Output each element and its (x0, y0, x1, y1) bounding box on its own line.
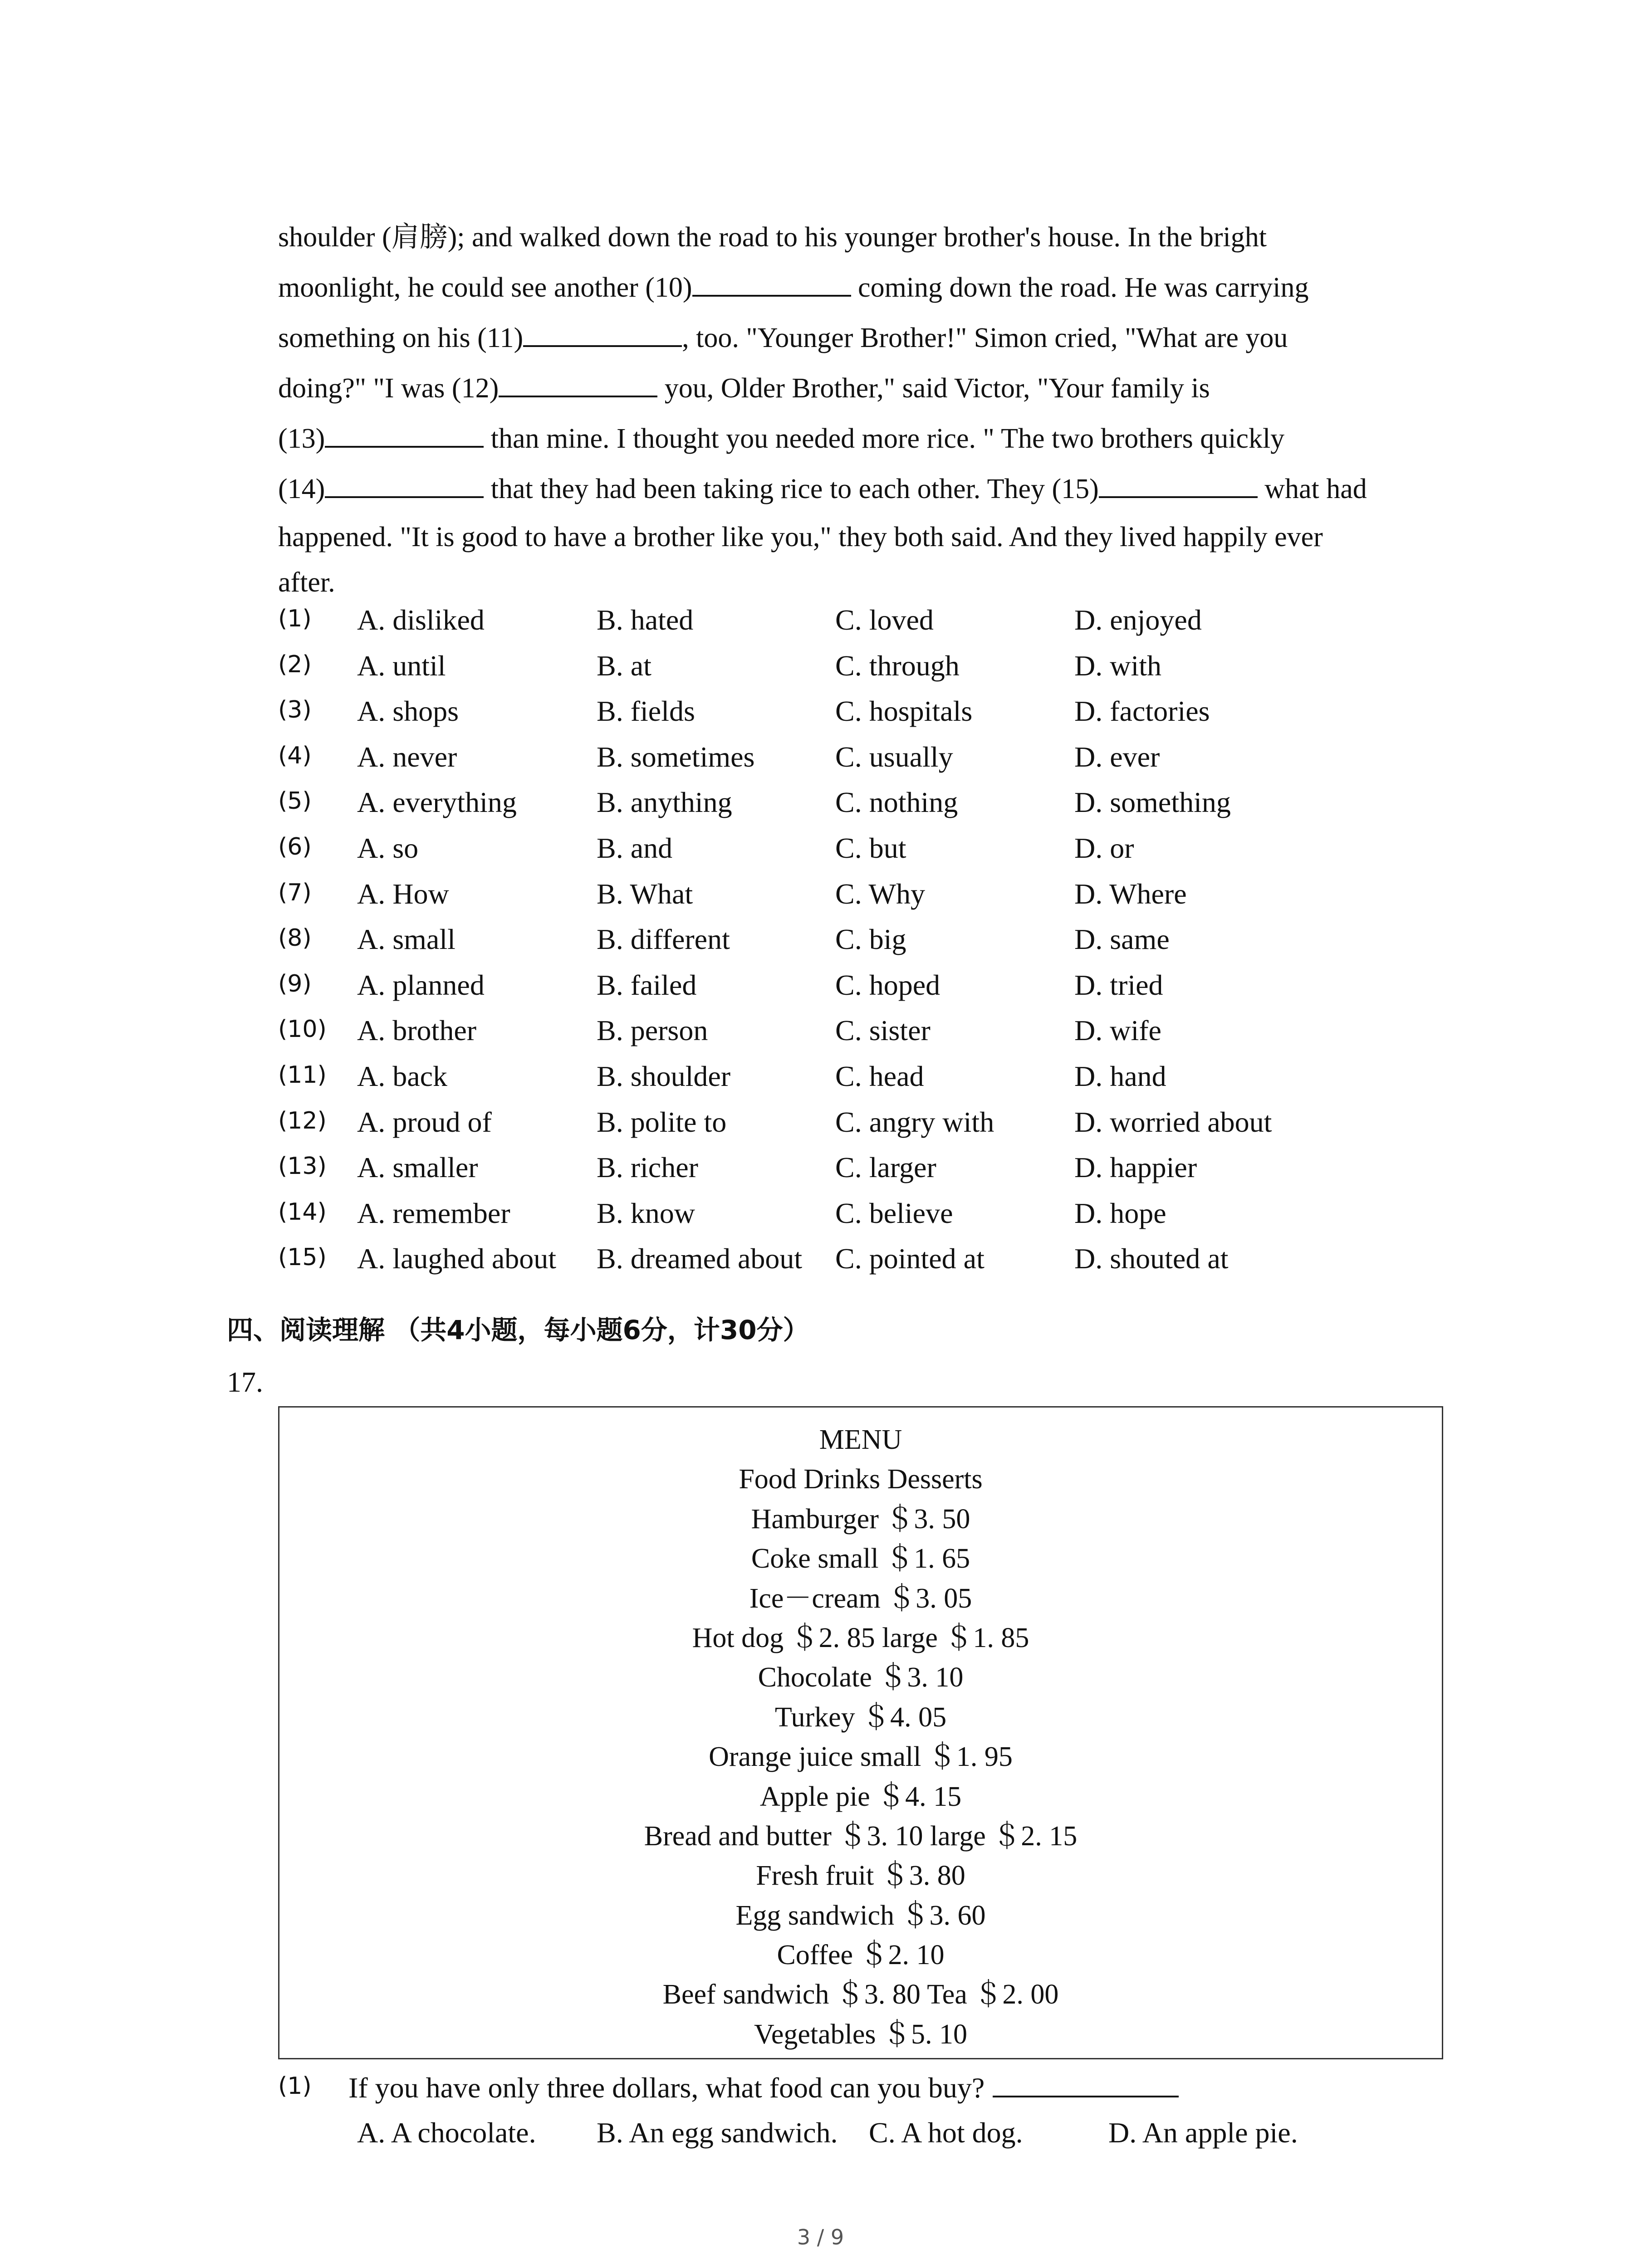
passage-line: (13) than mine. I thought you needed more rice. " The two brothers quickly (278, 423, 1285, 454)
menu-line: Bread and butter ＄3. 10 large ＄2. 15 (644, 1820, 1078, 1852)
menu-line: Chocolate ＄3. 10 (758, 1662, 964, 1693)
option-number: (1) (278, 605, 312, 632)
passage-line: shoulder (肩膀); and walked down the road to his younger brother's house. In the bright (278, 222, 1267, 253)
option-d: D. Where (1074, 877, 1187, 910)
option-b: B. different (597, 923, 730, 956)
option-number: (12) (278, 1107, 327, 1134)
answer-blank (523, 322, 682, 347)
menu-line: Food Drinks Desserts (739, 1464, 983, 1495)
option-d: D. happier (1074, 1151, 1197, 1184)
menu-line: Fresh fruit ＄3. 80 (756, 1860, 965, 1892)
option-a: A. smaller (357, 1151, 478, 1184)
option-c: C. hospitals (835, 695, 973, 728)
page-number: 3 / 9 (797, 2225, 844, 2249)
option-c: C. sister (835, 1014, 931, 1047)
option-d: D. worried about (1074, 1105, 1272, 1138)
question-number: 17. (227, 1366, 263, 1398)
option-c: C. believe (835, 1197, 953, 1229)
option-a: A. brother (357, 1014, 477, 1047)
question-item-number: (1) (278, 2072, 312, 2100)
option-b: B. sometimes (597, 740, 755, 773)
passage-line: moonlight, he could see another (10) coming down the road. He was carrying (278, 272, 1309, 303)
answer-blank (325, 473, 484, 498)
cloze-passage (278, 212, 1449, 605)
cloze-options (278, 603, 1503, 1288)
menu-line: Coke small ＄1. 65 (751, 1543, 970, 1574)
option-a: A. shops (357, 695, 459, 728)
option-row (278, 923, 1503, 968)
menu-line: Apple pie ＄4. 15 (759, 1781, 962, 1812)
option-b: B. and (597, 831, 673, 864)
option-d: D. tried (1074, 968, 1163, 1001)
menu-line: Hot dog ＄2. 85 large ＄1. 85 (692, 1622, 1029, 1653)
option-a: A. A chocolate. (357, 2116, 536, 2149)
option-c: C. hoped (835, 968, 941, 1001)
option-number: (10) (278, 1016, 327, 1043)
menu-line: Orange juice small ＄1. 95 (709, 1741, 1013, 1773)
option-b: B. hated (597, 604, 694, 636)
menu-line: Vegetables ＄5. 10 (754, 2019, 968, 2050)
menu-line: Egg sandwich ＄3. 60 (735, 1900, 986, 1931)
option-row (278, 694, 1503, 740)
option-c: C. angry with (835, 1105, 994, 1138)
option-b: B. richer (597, 1151, 698, 1184)
menu-box (278, 1406, 1443, 2059)
option-b: B. fields (597, 695, 695, 728)
option-c: C. but (835, 831, 906, 864)
option-d: D. same (1074, 923, 1170, 956)
option-a: A. disliked (357, 604, 485, 636)
option-c: C. larger (835, 1151, 936, 1184)
passage-line: something on his (11) , too. "Younger Brother!" Simon cried, "What are you (278, 323, 1288, 353)
option-row (278, 877, 1503, 923)
option-b: B. dreamed about (597, 1242, 803, 1275)
option-a: A. laughed about (357, 1242, 556, 1275)
answer-blank (993, 2071, 1179, 2097)
option-number: (9) (278, 970, 312, 997)
answer-blank (692, 271, 851, 297)
option-d: D. something (1074, 786, 1231, 819)
option-c: C. pointed at (835, 1242, 985, 1275)
option-c: C. loved (835, 604, 934, 636)
option-number: (13) (278, 1153, 327, 1180)
option-row (278, 786, 1503, 831)
option-d: D. enjoyed (1074, 604, 1202, 636)
menu-line: Ice－cream ＄3. 05 (749, 1583, 972, 1614)
option-d: D. hand (1074, 1060, 1166, 1092)
answer-blank (499, 372, 657, 397)
option-d: D. hope (1074, 1197, 1166, 1229)
answer-blank (1099, 473, 1258, 498)
option-b: B. person (597, 1014, 708, 1047)
option-b: B. know (597, 1197, 695, 1229)
question-item-text: If you have only three dollars, what food can you buy? (348, 2071, 1179, 2105)
option-d: D. with (1074, 649, 1161, 682)
option-b: B. anything (597, 786, 732, 819)
question-options (278, 2116, 1548, 2152)
option-d: D. shouted at (1074, 1242, 1229, 1275)
option-number: (2) (278, 650, 312, 678)
option-c: C. usually (835, 740, 953, 773)
menu-line: Beef sandwich ＄3. 80 Tea ＄2. 00 (662, 1979, 1059, 2010)
option-c: C. big (835, 923, 906, 956)
menu-title: MENU (819, 1424, 902, 1455)
option-a: A. never (357, 740, 457, 773)
option-c: C. through (835, 649, 960, 682)
option-d: D. ever (1074, 740, 1160, 773)
option-c: C. nothing (835, 786, 958, 819)
option-row (278, 603, 1503, 649)
option-d: D. wife (1074, 1014, 1161, 1047)
option-d: D. factories (1074, 695, 1210, 728)
option-c: C. head (835, 1060, 924, 1092)
option-number: (11) (278, 1061, 327, 1089)
menu-lines (279, 1420, 1442, 2054)
option-row (278, 1060, 1503, 1105)
passage-line: happened. "It is good to have a brother like you," they both said. And they lived happily ever (278, 522, 1323, 552)
passage-line: after. (278, 567, 335, 598)
option-a: A. everything (357, 786, 517, 819)
option-row (278, 1105, 1503, 1151)
option-number: (5) (278, 787, 312, 815)
option-b: B. polite to (597, 1105, 727, 1138)
option-b: B. at (597, 649, 652, 682)
option-a: A. until (357, 649, 446, 682)
option-number: (4) (278, 742, 312, 769)
option-a: A. remember (357, 1197, 510, 1229)
option-a: A. planned (357, 968, 485, 1001)
option-row (278, 649, 1503, 695)
option-a: A. small (357, 923, 456, 956)
option-a: A. so (357, 831, 419, 864)
option-number: (14) (278, 1198, 327, 1226)
option-number: (3) (278, 696, 312, 724)
option-a: A. back (357, 1060, 448, 1092)
passage-line: doing?" "I was (12) you, Older Brother," said Victor, "Your family is (278, 373, 1210, 404)
option-row (278, 1242, 1503, 1288)
option-number: (6) (278, 833, 312, 860)
option-row (278, 1151, 1503, 1197)
option-c: C. A hot dog. (869, 2116, 1023, 2149)
option-b: B. What (597, 877, 693, 910)
option-d: D. or (1074, 831, 1134, 864)
option-number: (15) (278, 1244, 327, 1271)
option-number: (7) (278, 879, 312, 906)
menu-line: Turkey ＄4. 05 (774, 1701, 947, 1733)
option-c: C. Why (835, 877, 925, 910)
option-row (278, 968, 1503, 1014)
menu-line: Hamburger ＄3. 50 (751, 1503, 970, 1535)
option-a: A. How (357, 877, 449, 910)
option-row (278, 740, 1503, 786)
option-row (278, 1197, 1503, 1242)
menu-line: Coffee ＄2. 10 (777, 1940, 945, 1971)
answer-blank (325, 422, 484, 448)
option-row (278, 1014, 1503, 1060)
option-number: (8) (278, 924, 312, 952)
option-row (278, 831, 1503, 877)
option-d: D. An apple pie. (1108, 2116, 1298, 2149)
option-a: A. proud of (357, 1105, 492, 1138)
passage-line: (14) that they had been taking rice to each other. They (15) what had (278, 474, 1367, 504)
option-b: B. failed (597, 968, 697, 1001)
option-b: B. shoulder (597, 1060, 731, 1092)
option-b: B. An egg sandwich. (597, 2116, 838, 2149)
section-heading: 四、阅读理解 （共4小题，每小题6分，计30分） (227, 1315, 809, 1345)
